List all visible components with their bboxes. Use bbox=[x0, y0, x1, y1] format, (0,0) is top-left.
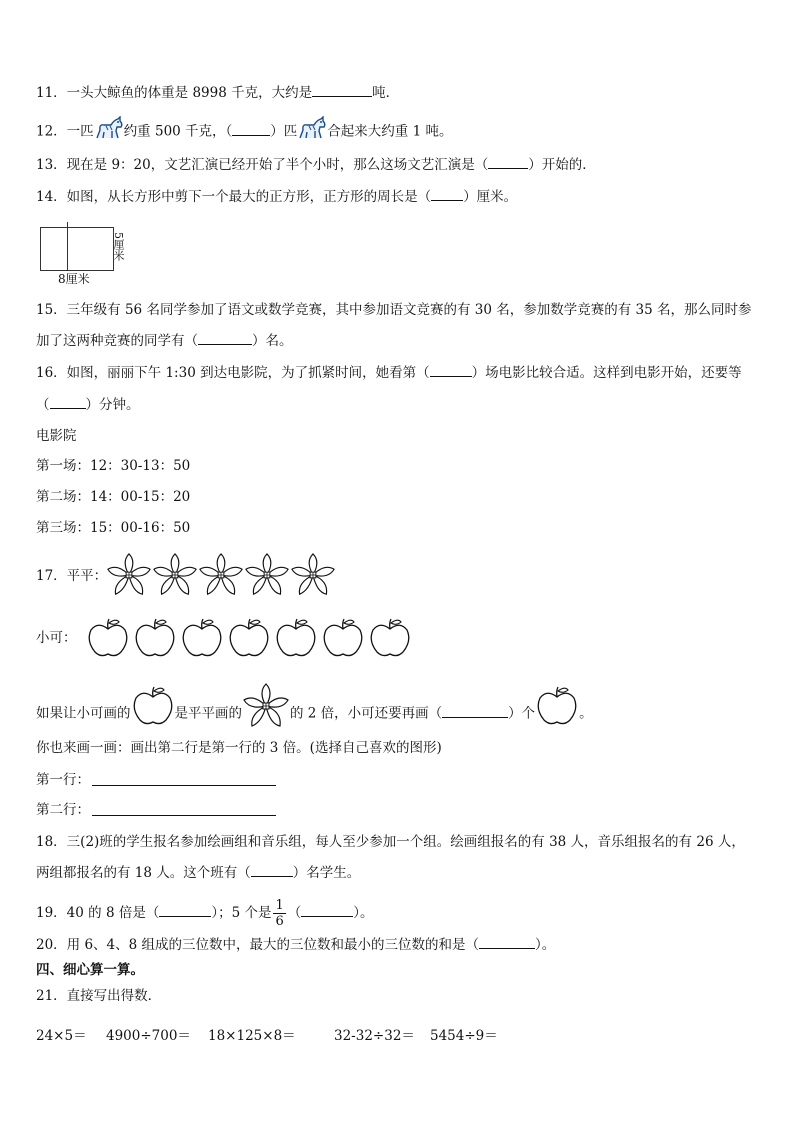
question-19 bbox=[36, 898, 374, 929]
q16-text: 16．如图，丽丽下午 1:30 到达电影院，为了抓紧时间，她看第（ bbox=[36, 365, 430, 381]
q13-text: 13．现在是 9：20，文艺汇演已经开始了半个小时，那么这场文艺汇演是（ bbox=[36, 157, 489, 173]
apple-icon bbox=[535, 685, 579, 743]
rect-height-label: 5厘米 bbox=[112, 232, 125, 261]
q19-text-d: ）。 bbox=[353, 905, 374, 921]
horse-icon bbox=[297, 116, 327, 148]
q20-text: 20．用 6、4、8 组成的三位数中，最大的三位数和最小的三位数的和是（ bbox=[36, 937, 480, 953]
cinema-title: 电影院 bbox=[36, 428, 77, 444]
q12-text-b: 约重 500 千克，（ bbox=[123, 123, 233, 140]
question-14 bbox=[36, 186, 517, 207]
answer-blank[interactable] bbox=[430, 362, 472, 377]
apple-icon bbox=[86, 616, 130, 664]
apple-icon bbox=[274, 616, 318, 664]
q17-draw-prompt: 你也来画一画：画出第二行是第一行的 3 倍。(选择自己喜欢的图形) bbox=[36, 740, 442, 756]
q14-text: 14．如图，从长方形中剪下一个最大的正方形，正方形的周长是（ bbox=[36, 189, 432, 205]
q17-text-a: 如果让小可画的 bbox=[36, 705, 131, 722]
answer-blank[interactable] bbox=[251, 862, 293, 877]
apple-icon bbox=[368, 616, 412, 664]
apple-icon bbox=[180, 616, 224, 664]
flower-row bbox=[106, 550, 336, 602]
question-21-title: 21．直接写出得数． bbox=[36, 988, 162, 1004]
row1-line[interactable] bbox=[92, 785, 276, 786]
q17-row2-label: 第二行： bbox=[36, 802, 90, 818]
calc-item: 4900÷700＝ bbox=[106, 1028, 191, 1044]
answer-blank[interactable] bbox=[232, 121, 270, 136]
q21-items bbox=[36, 1024, 498, 1044]
q18-text: 两组都报名的有 18 人。这个班有（ bbox=[36, 865, 251, 881]
flower-icon bbox=[152, 550, 198, 602]
q15-text: 加了这两种竞赛的同学有（ bbox=[36, 333, 198, 349]
cut-line bbox=[67, 222, 68, 270]
q17-row1-label: 第一行： bbox=[36, 772, 90, 788]
cinema-show-1: 第一场：12：30-13：50 bbox=[36, 458, 191, 474]
question-16-line2 bbox=[36, 394, 140, 415]
q19-text-c: （ bbox=[287, 905, 302, 921]
fraction bbox=[273, 898, 285, 929]
q16-text-end: ）分钟。 bbox=[85, 397, 140, 413]
flower-icon bbox=[244, 550, 290, 602]
q17-text-d: ）个 bbox=[508, 705, 536, 722]
cinema-show-2: 第二场：14：00-15：20 bbox=[36, 489, 191, 505]
q12-text-d: 合起来大约重 1 吨。 bbox=[327, 123, 453, 140]
q17-text-e: 。 bbox=[579, 705, 593, 722]
question-18-line2 bbox=[36, 862, 360, 883]
apple-icon bbox=[133, 616, 177, 664]
question-20 bbox=[36, 934, 555, 955]
calc-item: 18×125×8＝ bbox=[208, 1028, 296, 1044]
question-12 bbox=[36, 116, 452, 148]
q12-text-a: 12．一匹 bbox=[36, 123, 94, 140]
apple-icon bbox=[227, 616, 271, 664]
answer-blank[interactable] bbox=[159, 902, 211, 917]
horse-icon bbox=[94, 116, 124, 148]
answer-blank[interactable] bbox=[488, 154, 528, 169]
apple-icon bbox=[131, 685, 175, 743]
answer-blank[interactable] bbox=[50, 394, 86, 409]
question-15-line2 bbox=[36, 330, 293, 351]
q18-text-end: ）名学生。 bbox=[292, 865, 361, 881]
question-11 bbox=[36, 82, 399, 103]
fraction-numerator: 1 bbox=[275, 898, 284, 913]
apple-icon bbox=[321, 616, 365, 664]
answer-blank[interactable] bbox=[301, 902, 353, 917]
q16-text-b: （ bbox=[36, 397, 50, 413]
question-15-line1: 15．三年级有 56 名同学参加了语文或数学竞赛，其中参加语文竞赛的有 30 名，参加数学竞赛的有 35 名，那么同时参 bbox=[36, 302, 752, 318]
calc-item: 24×5＝ bbox=[36, 1028, 87, 1044]
apple-row bbox=[86, 616, 412, 664]
q17-sentence bbox=[36, 682, 593, 746]
q17-text-b: 是平平画的 bbox=[174, 705, 242, 722]
flower-icon bbox=[106, 550, 152, 602]
q17-xiaoke-label: 小可： bbox=[36, 630, 77, 646]
flower-icon bbox=[242, 682, 290, 746]
section-4-heading: 四、细心算一算。 bbox=[36, 962, 144, 978]
calc-item: 32-32÷32＝ bbox=[334, 1028, 415, 1044]
q12-text-c: ）匹 bbox=[270, 123, 298, 140]
flower-icon bbox=[198, 550, 244, 602]
rectangle-figure bbox=[40, 227, 114, 271]
q19-text-a: 19．40 的 8 倍是（ bbox=[36, 905, 160, 921]
q17-pingping-label: 17．平平： bbox=[36, 568, 108, 584]
cinema-show-3: 第三场：15：00-16：50 bbox=[36, 520, 191, 536]
q15-text-end: ）名。 bbox=[252, 333, 293, 349]
question-16-line1 bbox=[36, 362, 742, 383]
flower-icon bbox=[290, 550, 336, 602]
calc-item: 5454÷9＝ bbox=[430, 1028, 498, 1044]
fraction-denominator: 6 bbox=[275, 914, 284, 929]
q17-text-c: 的 2 倍，小可还要再画（ bbox=[290, 705, 443, 722]
answer-blank[interactable] bbox=[312, 82, 372, 97]
question-18-line1: 18．三(2)班的学生报名参加绘画组和音乐组，每人至少参加一个组。绘画组报名的有 38 人，音乐组报名的有 26 人， bbox=[36, 834, 745, 850]
row2-line[interactable] bbox=[92, 815, 276, 816]
answer-blank[interactable] bbox=[442, 703, 508, 718]
q11-text: 11．一头大鲸鱼的体重是 8998 千克，大约是 bbox=[36, 85, 313, 101]
rect-width-label: 8厘米 bbox=[58, 272, 90, 286]
answer-blank[interactable] bbox=[431, 186, 463, 201]
q14-text-end: ）厘米。 bbox=[463, 189, 518, 205]
answer-blank[interactable] bbox=[479, 934, 535, 949]
q16-text-mid: ）场电影比较合适。这样到电影开始，还要等 bbox=[471, 365, 742, 381]
q13-text-end: ）开始的． bbox=[528, 157, 596, 173]
q19-text-b: ）；5 个是 bbox=[211, 905, 272, 921]
answer-blank[interactable] bbox=[198, 330, 252, 345]
question-13 bbox=[36, 154, 596, 175]
q20-text-end: ）。 bbox=[535, 937, 556, 953]
q11-text-end: 吨． bbox=[372, 85, 400, 101]
